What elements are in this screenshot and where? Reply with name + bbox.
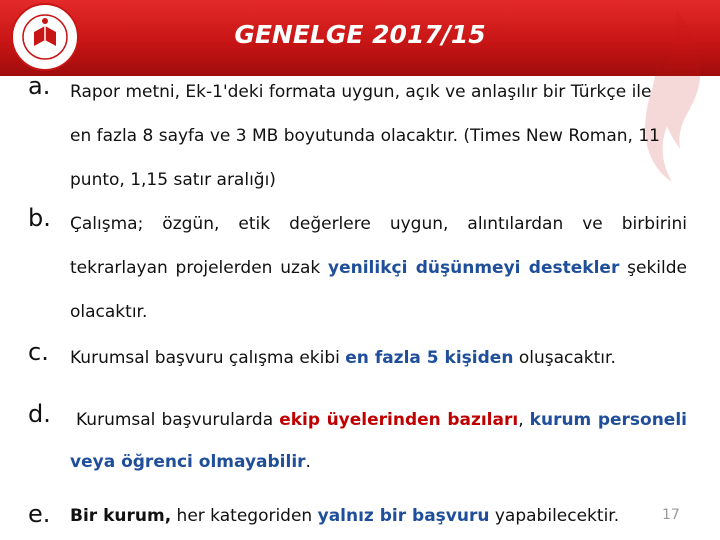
item-d-text bbox=[76, 398, 687, 442]
item-c-text-part: Kurumsal başvuru çalışma ekibi bbox=[70, 348, 346, 368]
item-b-line-2 bbox=[70, 246, 687, 290]
item-a-line-3: punto, 1,15 satır aralığı) bbox=[70, 170, 276, 190]
item-d-continuation bbox=[70, 440, 687, 484]
item-a-text bbox=[70, 70, 687, 202]
item-a-line-1: Rapor metni, Ek-1'deki formata uygun, açık ve anlaşılır bir Türkçe ile bbox=[70, 82, 652, 102]
item-marker-d: d. bbox=[28, 400, 51, 428]
item-d-text-part: Kurumsal başvurularda bbox=[76, 410, 280, 430]
item-e-text-part: yapabilecektir. bbox=[489, 506, 620, 526]
item-marker-e: e. bbox=[28, 500, 51, 528]
item-d-line-2 bbox=[70, 440, 687, 484]
item-e-highlight: yalnız bir başvuru bbox=[317, 506, 490, 526]
title-banner bbox=[0, 0, 720, 76]
item-b-line-3: olacaktır. bbox=[70, 302, 148, 322]
item-b-text-part: şekilde bbox=[619, 258, 687, 278]
item-marker-a: a. bbox=[28, 72, 51, 100]
item-e-bold: Bir kurum, bbox=[70, 506, 172, 526]
item-b-text-part: tekrarlayan projelerden uzak bbox=[70, 258, 329, 278]
item-c-text bbox=[70, 336, 687, 380]
item-c-text-part: oluşacaktır. bbox=[513, 348, 616, 368]
item-d-line-1 bbox=[76, 398, 687, 442]
page-number: 17 bbox=[662, 507, 680, 523]
item-e-line-1 bbox=[70, 494, 687, 538]
item-a-line-2: en fazla 8 sayfa ve 3 MB boyutunda olacaktır. (Times New Roman, 11 bbox=[70, 126, 660, 146]
item-b-text bbox=[70, 202, 687, 334]
item-marker-b: b. bbox=[28, 204, 51, 232]
item-c-line-1 bbox=[70, 336, 687, 380]
item-d-blue-highlight-2: veya öğrenci olmayabilir bbox=[70, 452, 306, 472]
item-b-line-1: Çalışma; özgün, etik değerlere uygun, alıntılardan ve birbirini bbox=[70, 214, 687, 234]
item-c-highlight: en fazla 5 kişiden bbox=[345, 348, 514, 368]
item-e-text bbox=[70, 494, 687, 538]
item-d-period: . bbox=[305, 452, 311, 472]
item-d-blue-highlight: kurum personeli bbox=[529, 410, 687, 430]
item-e-text-part: her kategoriden bbox=[171, 506, 318, 526]
item-d-red-highlight: ekip üyelerinden bazıları bbox=[279, 410, 519, 430]
item-d-comma: , bbox=[518, 410, 524, 430]
item-marker-c: c. bbox=[28, 338, 49, 366]
page-title: GENELGE 2017/15 bbox=[234, 20, 486, 49]
item-b-highlight: yenilikçi düşünmeyi destekler bbox=[328, 258, 620, 278]
